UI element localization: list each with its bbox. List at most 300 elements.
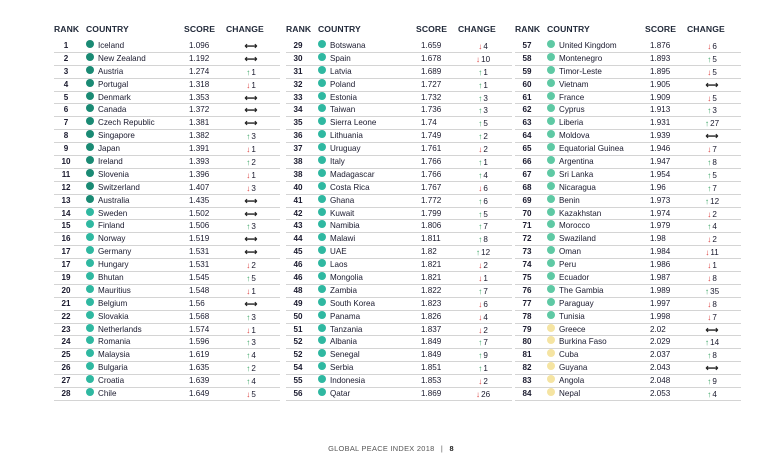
country-cell: Latvia [330,66,352,76]
change-cell [466,311,500,325]
arrow-down-icon: ↓ [707,260,712,271]
peace-level-dot-icon [547,130,555,138]
country-cell: The Gambia [559,285,604,295]
table-row [54,40,280,53]
rank-cell: 15 [61,221,71,231]
score-cell: 1.905 [650,79,671,89]
peace-level-dot-icon [86,143,94,151]
country-cell: Uruguay [330,144,361,154]
change-cell [695,169,729,183]
table-row [54,66,280,79]
change-cell [695,336,729,350]
arrow-down-icon: ↓ [246,260,251,271]
score-cell: 1.974 [650,208,671,218]
arrow-down-icon: ↓ [246,285,251,296]
peace-level-dot-icon [547,40,555,48]
table-row [54,156,280,169]
country-cell: Tunisia [559,311,585,321]
score-cell: 1.946 [650,144,671,154]
change-cell [234,259,268,273]
arrow-down-icon: ↓ [478,260,483,271]
peace-level-dot-icon [547,220,555,228]
country-header: COUNTRY [318,24,361,34]
page-number: 8 [449,444,454,453]
arrow-down-icon: ↓ [707,311,712,322]
arrow-down-icon: ↓ [707,66,712,77]
change-value: 3 [251,222,256,232]
peace-level-dot-icon [547,169,555,177]
rank-cell: 64 [522,131,532,141]
change-cell [695,375,729,389]
arrow-down-icon: ↓ [475,53,481,64]
arrow-down-icon: ↓ [705,247,710,258]
country-cell: UAE [330,247,347,257]
arrow-down-icon: ↓ [707,92,712,103]
rank-cell: 34 [293,105,303,115]
peace-level-dot-icon [318,182,326,190]
change-cell [234,208,268,222]
change-cell [695,195,729,209]
change-value: 1 [251,325,256,335]
rank-cell: 68 [522,182,532,192]
score-cell: 1.766 [421,169,442,179]
table-row [54,208,280,221]
table-row [515,66,741,79]
rank-cell: 22 [61,311,71,321]
change-value: 3 [251,338,256,348]
change-value: 2 [483,132,488,142]
peace-level-dot-icon [86,182,94,190]
change-value: 1 [483,158,488,168]
table-row [286,388,512,401]
score-cell: 1.821 [421,260,442,270]
change-cell [695,66,729,80]
peace-level-dot-icon [547,375,555,383]
country-cell: Laos [330,260,348,270]
peace-level-dot-icon [547,388,555,396]
rank-cell: 11 [61,169,71,179]
score-cell: 2.037 [650,350,671,360]
peace-level-dot-icon [318,285,326,293]
change-cell [695,220,729,234]
rank-cell: 16 [61,234,71,244]
country-cell: Malaysia [98,350,130,360]
change-cell [695,362,729,376]
change-header: CHANGE [687,24,725,34]
change-cell [695,324,729,338]
score-cell: 1.979 [650,221,671,231]
score-cell: 1.749 [421,131,442,141]
peace-level-dot-icon [318,143,326,151]
table-row [286,259,512,272]
rank-header: RANK [286,24,312,34]
change-cell [695,388,729,402]
table-row [54,272,280,285]
change-cell [695,349,729,363]
change-cell [466,40,500,54]
table-row [515,388,741,401]
change-value: 3 [483,106,488,116]
table-row [286,182,512,195]
no-change-icon: ⟷ [244,53,258,64]
rank-cell: 21 [61,298,71,308]
rank-cell: 17 [61,260,71,270]
change-cell [234,79,268,93]
peace-level-dot-icon [318,375,326,383]
change-value: 7 [483,222,488,232]
table-row [286,349,512,362]
change-cell [695,298,729,312]
arrow-up-icon: ↑ [246,376,251,387]
peace-level-dot-icon [547,182,555,190]
table-row [515,349,741,362]
peace-level-dot-icon [547,298,555,306]
change-value: 3 [483,93,488,103]
change-cell [234,104,268,118]
rank-cell: 32 [293,79,303,89]
rank-cell: 71 [522,221,532,231]
arrow-up-icon: ↑ [478,157,483,168]
country-header: COUNTRY [86,24,129,34]
score-cell: 1.895 [650,66,671,76]
rank-cell: 46 [293,273,303,283]
score-cell: 2.029 [650,337,671,347]
score-header: SCORE [416,24,448,34]
rank-cell: 30 [293,53,303,63]
table-row [286,169,512,182]
score-cell: 1.635 [189,363,210,373]
change-value: 11 [710,248,719,258]
country-cell: Netherlands [98,324,142,334]
table-row [286,92,512,105]
rank-cell: 38 [293,157,303,167]
table-row [286,40,512,53]
score-cell: 1.659 [421,41,442,50]
score-cell: 1.519 [189,234,210,244]
peace-level-dot-icon [318,53,326,61]
no-change-icon: ⟷ [244,118,258,129]
change-cell [234,53,268,67]
change-cell [466,233,500,247]
score-cell: 1.823 [421,298,442,308]
country-cell: Slovakia [98,311,129,321]
score-cell: 1.799 [421,208,442,218]
peace-level-dot-icon [318,324,326,332]
change-cell [466,349,500,363]
rank-cell: 13 [61,195,71,205]
arrow-down-icon: ↓ [478,298,483,309]
change-cell [234,66,268,80]
table-row [515,92,741,105]
arrow-up-icon: ↑ [707,105,712,116]
change-value: 8 [712,158,717,168]
change-cell [466,208,500,222]
change-cell [695,182,729,196]
peace-level-dot-icon [86,246,94,254]
score-cell: 1.649 [189,389,210,399]
table-row [54,104,280,117]
no-change-icon: ⟷ [244,92,258,103]
change-cell [466,156,500,170]
change-value: 4 [251,351,256,361]
no-change-icon: ⟷ [705,363,719,374]
arrow-down-icon: ↓ [246,389,251,400]
score-cell: 1.947 [650,157,671,167]
table-row [515,233,741,246]
score-cell: 1.318 [189,79,210,89]
country-cell: Mongolia [330,273,363,283]
peace-level-dot-icon [318,272,326,280]
country-cell: Cyprus [559,105,585,115]
change-value: 10 [481,54,491,64]
arrow-up-icon: ↑ [246,337,251,348]
arrow-up-icon: ↑ [478,131,483,142]
change-value: 5 [712,170,717,180]
table-row [286,272,512,285]
score-cell: 1.678 [421,53,442,63]
country-cell: Madagascar [330,169,375,179]
score-cell: 1.931 [650,118,671,128]
change-value: 1 [251,145,256,155]
table-row [54,349,280,362]
rank-cell: 33 [293,92,303,102]
score-header: SCORE [184,24,216,34]
score-cell: 2.043 [650,363,671,373]
rank-cell: 41 [293,195,303,205]
score-cell: 1.989 [650,285,671,295]
country-cell: Sweden [98,208,128,218]
score-cell: 1.619 [189,350,210,360]
country-cell: Morocco [559,221,591,231]
column-header [286,22,512,40]
country-cell: Sri Lanka [559,169,594,179]
score-cell: 1.736 [421,105,442,115]
table-row [286,53,512,66]
country-cell: Guyana [559,363,588,373]
change-cell [466,117,500,131]
rank-cell: 82 [522,363,532,373]
country-cell: Iceland [98,41,125,50]
peace-level-dot-icon [547,311,555,319]
arrow-down-icon: ↓ [707,298,712,309]
change-value: 3 [712,106,717,116]
peace-level-dot-icon [86,324,94,332]
peace-level-dot-icon [318,130,326,138]
peace-level-dot-icon [86,130,94,138]
peace-level-dot-icon [318,220,326,228]
change-cell [466,53,500,67]
footer-separator: | [440,444,444,453]
rank-cell: 12 [61,182,71,192]
change-value: 2 [251,261,256,271]
table-row [515,195,741,208]
rank-cell: 17 [61,247,71,257]
change-cell [466,195,500,209]
arrow-down-icon: ↓ [478,273,483,284]
country-cell: Timor-Leste [559,66,602,76]
country-cell: Argentina [559,157,594,167]
change-cell [466,375,500,389]
rank-cell: 83 [522,376,532,386]
peace-level-dot-icon [547,104,555,112]
country-cell: Germany [98,247,132,257]
change-cell [234,375,268,389]
change-value: 1 [251,67,256,77]
score-cell: 1.806 [421,221,442,231]
peace-level-dot-icon [318,298,326,306]
rank-cell: 77 [522,298,532,308]
score-cell: 1.986 [650,260,671,270]
arrow-down-icon: ↓ [478,182,483,193]
score-cell: 2.053 [650,389,671,399]
peace-level-dot-icon [86,311,94,319]
peace-level-dot-icon [547,246,555,254]
country-cell: Spain [330,53,351,63]
change-cell [234,220,268,234]
change-header: CHANGE [458,24,496,34]
rank-cell: 62 [522,105,532,115]
table-row [286,233,512,246]
arrow-up-icon: ↑ [707,53,712,64]
arrow-up-icon: ↑ [704,285,710,296]
peace-level-dot-icon [547,92,555,100]
peace-level-dot-icon [318,40,326,48]
change-cell [466,220,500,234]
score-cell: 1.74 [421,118,437,128]
peace-level-dot-icon [86,375,94,383]
change-cell [466,79,500,93]
table-row [286,195,512,208]
peace-level-dot-icon [86,195,94,203]
score-cell: 1.727 [421,79,442,89]
country-cell: Nepal [559,389,581,399]
score-cell: 1.849 [421,337,442,347]
peace-level-dot-icon [86,117,94,125]
arrow-down-icon: ↓ [478,41,483,51]
table-row [54,233,280,246]
score-cell: 1.56 [189,298,205,308]
table-row [54,182,280,195]
arrow-up-icon: ↑ [478,337,483,348]
rank-cell: 37 [293,144,303,154]
change-value: 8 [712,274,717,284]
arrow-up-icon: ↑ [707,182,712,193]
table-row [286,208,512,221]
rank-cell: 59 [522,66,532,76]
peace-level-dot-icon [86,220,94,228]
change-value: 5 [712,67,717,77]
score-cell: 1.973 [650,195,671,205]
table-row [54,79,280,92]
peace-level-dot-icon [547,336,555,344]
change-value: 12 [710,196,720,206]
peace-level-dot-icon [86,285,94,293]
peace-level-dot-icon [547,208,555,216]
table-row [515,53,741,66]
change-value: 4 [712,390,717,400]
country-cell: Namibia [330,221,360,231]
rank-cell: 60 [522,79,532,89]
rank-cell: 73 [522,247,532,257]
arrow-up-icon: ↑ [246,363,251,374]
score-cell: 1.639 [189,376,210,386]
rank-cell: 61 [522,92,532,102]
table-row [286,143,512,156]
country-cell: Zambia [330,285,357,295]
rank-cell: 10 [61,157,71,167]
table-row [286,298,512,311]
change-cell [466,298,500,312]
score-cell: 1.909 [650,92,671,102]
table-row [286,117,512,130]
change-value: 3 [251,132,256,142]
rank-cell: 5 [63,92,69,102]
score-cell: 1.372 [189,105,210,115]
change-value: 1 [251,170,256,180]
score-cell: 1.382 [189,131,210,141]
rank-header: RANK [515,24,541,34]
table-row [54,375,280,388]
country-cell: Indonesia [330,376,366,386]
peace-level-dot-icon [318,362,326,370]
rank-cell: 55 [293,376,303,386]
table-row [54,195,280,208]
arrow-up-icon: ↑ [478,105,483,116]
table-row [286,66,512,79]
peace-level-dot-icon [86,79,94,87]
no-change-icon: ⟷ [244,234,258,245]
table-row [54,169,280,182]
change-cell [466,336,500,350]
rank-cell: 84 [522,389,532,399]
peace-level-dot-icon [318,259,326,267]
score-cell: 1.767 [421,182,442,192]
table-row [286,362,512,375]
rank-cell: 74 [522,260,532,270]
country-cell: Norway [98,234,126,244]
change-cell [234,195,268,209]
rank-cell: 7 [63,118,69,128]
table-row [54,246,280,259]
peace-level-dot-icon [86,336,94,344]
table-row [515,324,741,337]
rank-cell: 8 [63,131,69,141]
rank-cell: 38 [293,169,303,179]
change-cell [695,246,729,260]
rank-cell: 28 [61,389,71,399]
change-value: 6 [483,183,488,193]
change-cell [234,336,268,350]
score-cell: 1.98 [650,234,666,244]
arrow-down-icon: ↓ [478,144,483,155]
score-cell: 1.826 [421,311,442,321]
change-cell [695,259,729,273]
arrow-up-icon: ↑ [478,350,483,361]
rank-cell: 50 [293,311,303,321]
table-row [286,336,512,349]
arrow-up-icon: ↑ [707,350,712,361]
country-cell: Hungary [98,260,129,270]
rank-cell: 19 [61,273,71,283]
change-value: 4 [251,377,256,387]
table-row [286,311,512,324]
change-cell [695,53,729,67]
country-cell: Vietnam [559,79,589,89]
change-cell [466,92,500,106]
arrow-up-icon: ↑ [478,285,483,296]
score-cell: 1.849 [421,350,442,360]
table-row [515,220,741,233]
